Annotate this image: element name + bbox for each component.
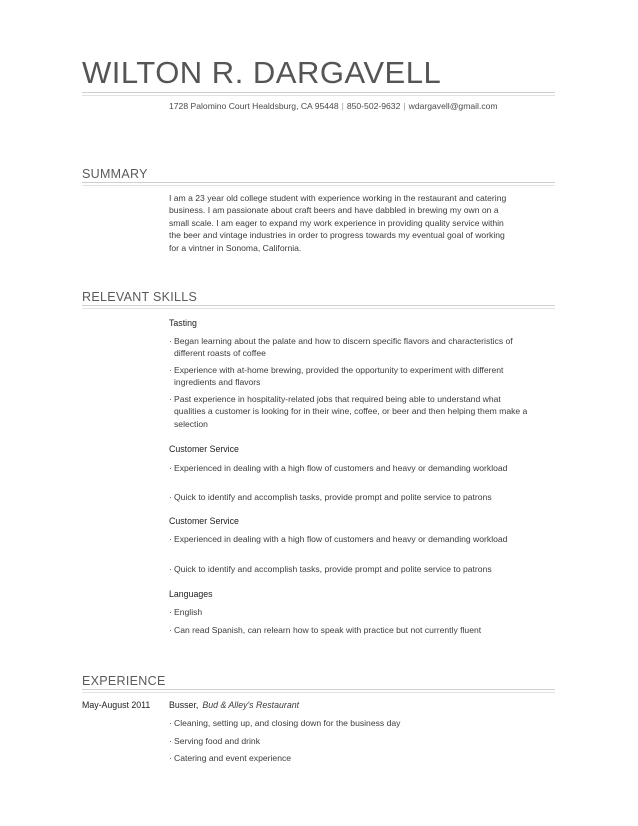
bullet-dot: · xyxy=(169,534,172,544)
bullet-dot: · xyxy=(169,365,172,375)
skill-bullet: · Past experience in hospitality-related jobs that required being able to understand what qualities a customer is looking for in their wine, coffee, or beer and then helping them make a selection xyxy=(169,394,528,429)
skill-bullet: · Experienced in dealing with a high flow of customers and heavy or demanding workload xyxy=(169,534,508,544)
bullet-dot: · xyxy=(169,463,172,473)
header-divider xyxy=(82,92,555,96)
bullet-dot: · xyxy=(169,625,172,635)
skill-bullet: · English xyxy=(169,607,203,617)
bullet-dot: · xyxy=(169,394,172,404)
section-divider xyxy=(82,689,555,693)
bullet-dot: · xyxy=(169,736,172,746)
section-divider xyxy=(82,305,555,309)
skill-bullet: · Quick to identify and accomplish tasks, provide prompt and polite service to patrons xyxy=(169,492,492,502)
contact-separator: | xyxy=(341,101,344,111)
skill-heading: Tasting xyxy=(169,318,197,328)
skill-bullet: · Can read Spanish, can relearn how to speak with practice but not currently fluent xyxy=(169,625,482,635)
bullet-dot: · xyxy=(169,492,172,502)
bullet-dot: · xyxy=(169,336,172,346)
job-role: Busser, xyxy=(169,700,199,710)
section-title-summary: SUMMARY xyxy=(82,167,148,181)
skill-bullet: · Began learning about the palate and how to discern specific flavors and characteristics of different roasts of coffee xyxy=(169,336,513,359)
skill-heading: Customer Service xyxy=(169,516,239,526)
bullet-dot: · xyxy=(169,564,172,574)
section-title-experience: EXPERIENCE xyxy=(82,674,166,688)
skill-heading: Languages xyxy=(169,589,213,599)
job-bullet: · Catering and event experience xyxy=(169,753,292,763)
contact-separator: | xyxy=(403,101,406,111)
job-bullet: · Serving food and drink xyxy=(169,736,260,746)
summary-text: I am a 23 year old college student with experience working in the restaurant and catering business. I am passionate about craft beers and have dabbled in brewing my own on a small scale. I am eager to expand my work experience in providing quality service within the beer and vintage industries in order to progress towards my eventual goal of working for a vintner in Sonoma, California. xyxy=(169,193,507,253)
job-bullet: · Cleaning, setting up, and closing down for the business day xyxy=(169,718,401,728)
skill-bullet: · Quick to identify and accomplish tasks, provide prompt and polite service to patrons xyxy=(169,564,492,574)
bullet-dot: · xyxy=(169,718,172,728)
section-divider xyxy=(82,182,555,186)
contact-email[interactable]: wdargavell@gmail.com xyxy=(408,101,498,111)
bullet-dot: · xyxy=(169,607,172,617)
contact-address: 1728 Palomino Court Healdsburg, CA 95448 xyxy=(169,101,339,111)
contact-line xyxy=(169,101,498,111)
skill-heading: Customer Service xyxy=(169,444,239,454)
bullet-dot: · xyxy=(169,753,172,763)
job-dates: May-August 2011 xyxy=(82,700,151,710)
skill-bullet: · Experience with at-home brewing, provided the opportunity to experiment with different ingredients and flavors xyxy=(169,365,504,388)
job-employer: Bud & Alley's Restaurant xyxy=(202,700,300,710)
job-title xyxy=(169,699,299,711)
contact-phone: 850-502-9632 xyxy=(346,101,401,111)
section-title-skills: RELEVANT SKILLS xyxy=(82,290,198,304)
skill-bullet: · Experienced in dealing with a high flow of customers and heavy or demanding workload xyxy=(169,463,508,473)
resume-name: WILTON R. DARGAVELL xyxy=(82,55,442,90)
